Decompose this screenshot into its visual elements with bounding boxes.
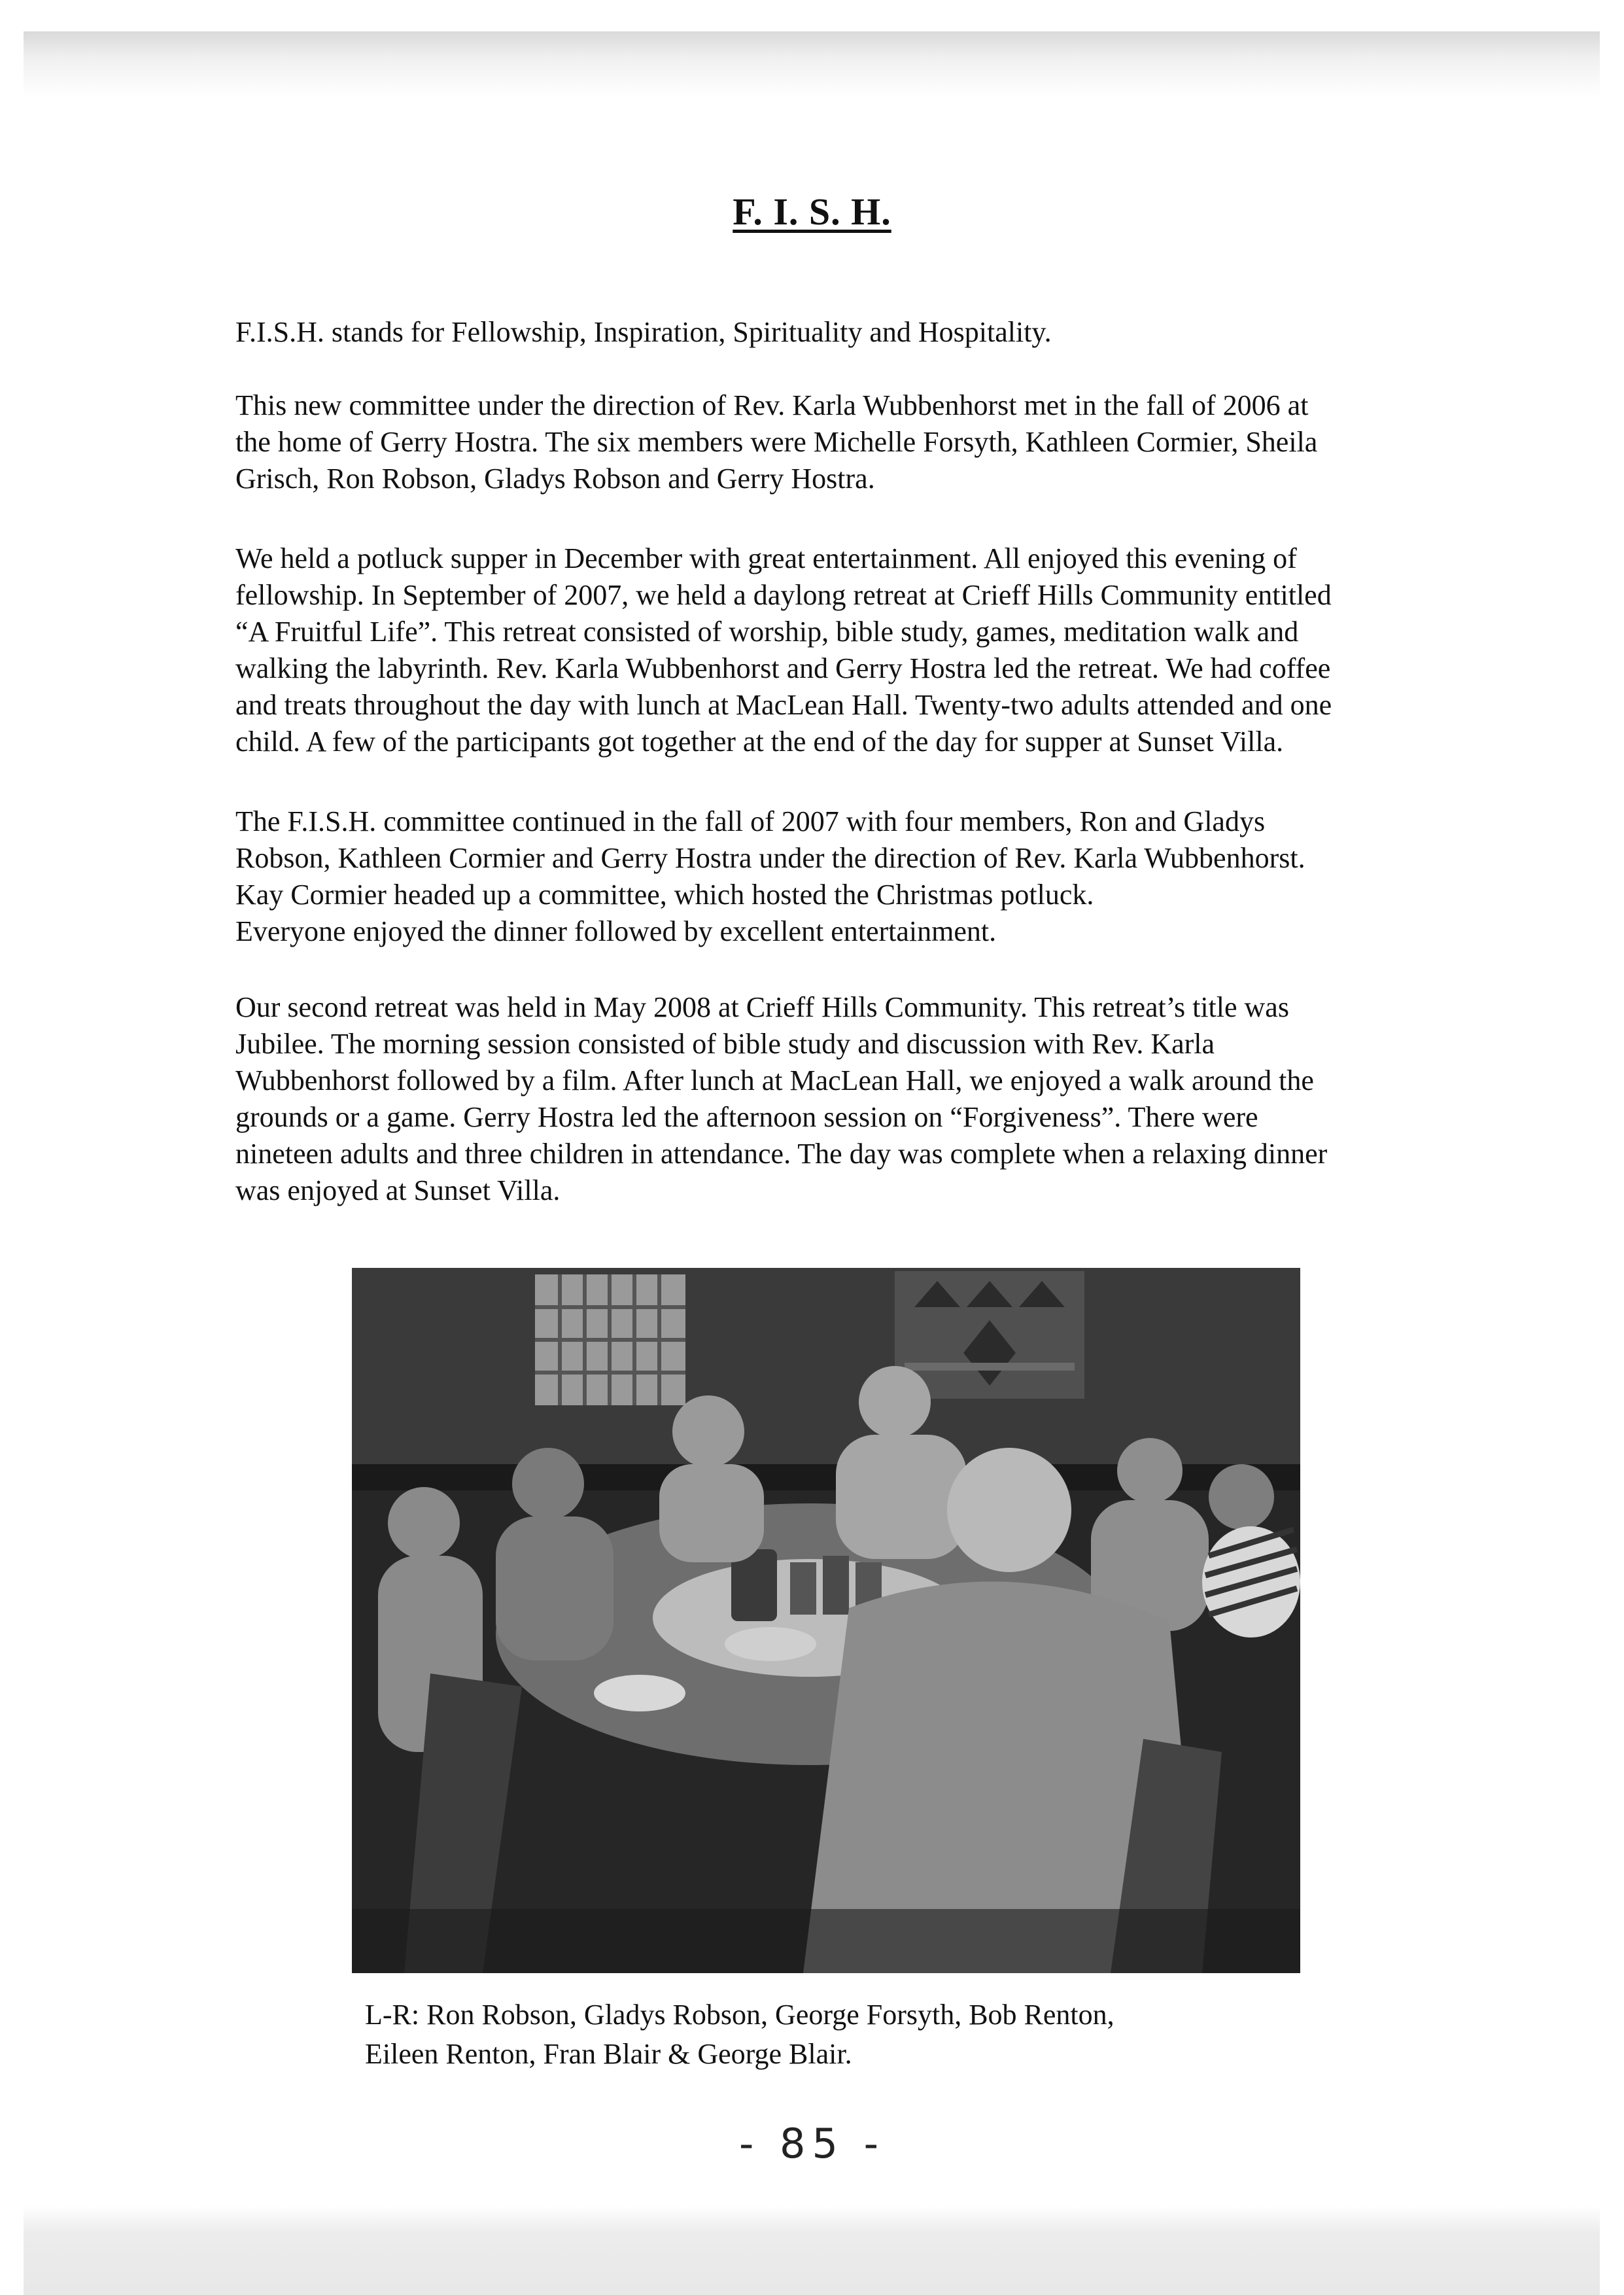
text-line: nineteen adults and three children in attendance. The day was complete when a relaxing dinner bbox=[235, 1138, 1328, 1170]
text-line: “A Fruitful Life”. This retreat consisted of worship, bible study, games, meditation walk and bbox=[235, 616, 1299, 648]
text-line: walking the labyrinth. Rev. Karla Wubbenhorst and Gerry Hostra led the retreat. We had coffee bbox=[235, 652, 1331, 684]
text-line: We held a potluck supper in December with great entertainment. All enjoyed this evening of bbox=[235, 542, 1297, 574]
text-line: Grisch, Ron Robson, Gladys Robson and Gerry Hostra. bbox=[235, 463, 875, 495]
text-line: Robson, Kathleen Cormier and Gerry Hostra under the direction of Rev. Karla Wubbenhorst. bbox=[235, 842, 1305, 874]
text-line: The F.I.S.H. committee continued in the fall of 2007 with four members, Ron and Gladys bbox=[235, 805, 1266, 837]
paragraph-continued bbox=[235, 803, 1517, 950]
text-line: grounds or a game. Gerry Hostra led the afternoon session on “Forgiveness”. There were bbox=[235, 1101, 1258, 1133]
text-line: the home of Gerry Hostra. The six members were Michelle Forsyth, Kathleen Cormier, Sheila bbox=[235, 426, 1318, 458]
caption-line: L-R: Ron Robson, Gladys Robson, George Forsyth, Bob Renton, bbox=[365, 1999, 1114, 2031]
photo-caption bbox=[365, 1995, 1477, 2074]
text-line: Everyone enjoyed the dinner followed by excellent entertainment. bbox=[235, 915, 997, 947]
text-line: Kay Cormier headed up a committee, which hosted the Christmas potluck. bbox=[235, 879, 1094, 911]
text-line: child. A few of the participants got together at the end of the day for supper at Sunset Villa. bbox=[235, 726, 1284, 758]
paragraph-intro bbox=[235, 314, 1517, 351]
group-photo bbox=[352, 1268, 1300, 1973]
scan-top-edge bbox=[24, 31, 1600, 97]
caption-line: Eileen Renton, Fran Blair & George Blair. bbox=[365, 2038, 852, 2070]
page-number: - 85 - bbox=[738, 2120, 886, 2167]
text-line: This new committee under the direction of Rev. Karla Wubbenhorst met in the fall of 2006 at bbox=[235, 389, 1309, 421]
text-line: Jubilee. The morning session consisted of bible study and discussion with Rev. Karla bbox=[235, 1028, 1215, 1060]
paragraph-second-retreat bbox=[235, 989, 1517, 1209]
text-line: F.I.S.H. stands for Fellowship, Inspiration, Spirituality and Hospitality. bbox=[235, 316, 1052, 348]
text-line: fellowship. In September of 2007, we held a daylong retreat at Crieff Hills Community entitled bbox=[235, 579, 1332, 611]
text-line: and treats throughout the day with lunch at MacLean Hall. Twenty-two adults attended and one bbox=[235, 689, 1332, 721]
paragraph-first-retreat bbox=[235, 540, 1517, 760]
page-title: F. I. S. H. bbox=[733, 190, 891, 233]
text-line: was enjoyed at Sunset Villa. bbox=[235, 1174, 561, 1206]
text-line: Our second retreat was held in May 2008 at Crieff Hills Community. This retreat’s title was bbox=[235, 991, 1289, 1023]
scan-bottom-edge bbox=[24, 2206, 1600, 2295]
paragraph-committee bbox=[235, 387, 1517, 497]
text-line: Wubbenhorst followed by a film. After lunch at MacLean Hall, we enjoyed a walk around the bbox=[235, 1064, 1314, 1096]
